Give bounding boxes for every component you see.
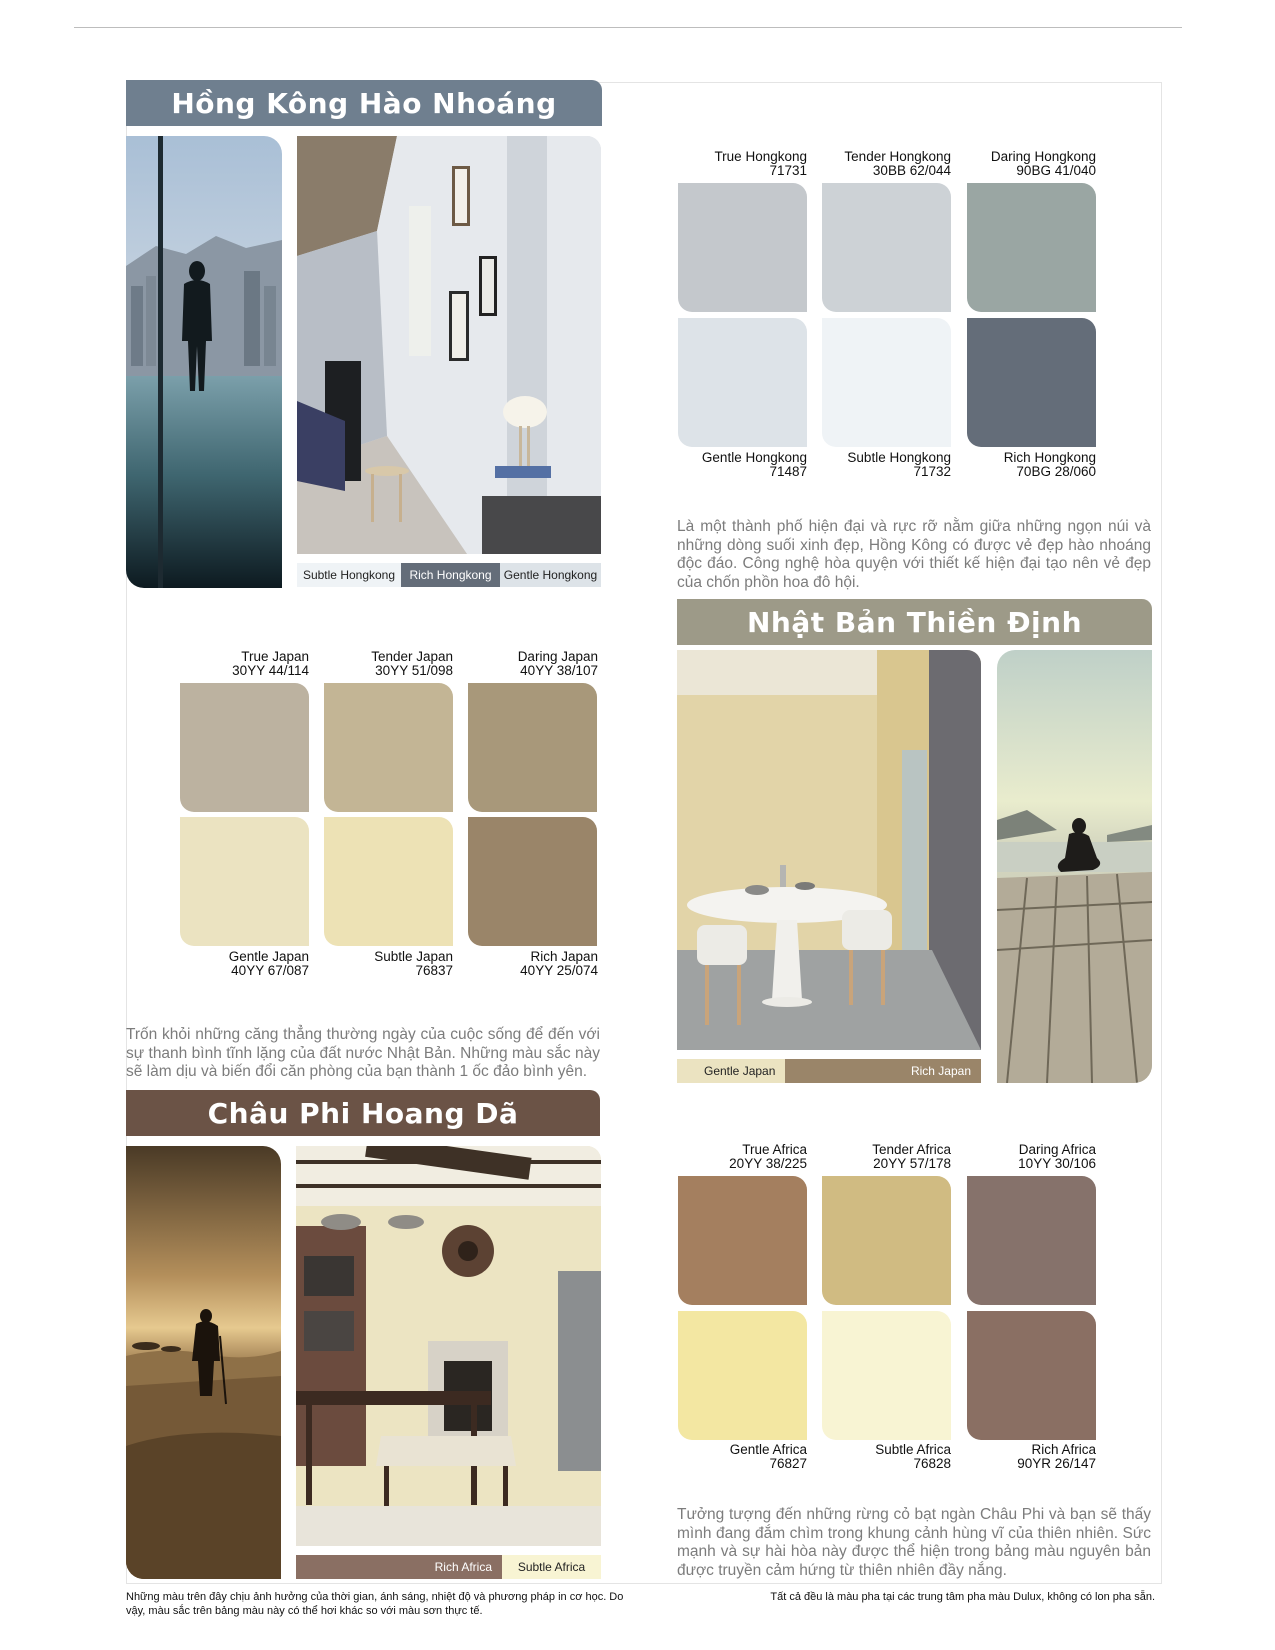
africa-kitchen-photo [296,1146,601,1546]
japan-meditation-photo [997,650,1152,1083]
swatch-gentle-hongkong [678,318,807,447]
swatch-label: Subtle Japan 76837 [374,949,453,978]
hongkong-description: Là một thành phố hiện đại và rực rỡ nằm giữa những ngọn núi và những dòng suối xinh đẹp, Hồng Kông có được vẻ đẹp hào nhoáng độc đáo. Công nghệ hòa quyện với thiết kế hiện đại tạo nên vẻ đẹp của chốn phồn hoa đô hội. [677,518,1151,591]
swatch-tender-africa [822,1176,951,1305]
top-divider [74,27,1182,28]
swatch-rich-japan [468,817,597,946]
hongkong-caption-bar [297,563,601,587]
swatch-gentle-africa [678,1311,807,1440]
swatch-label: Subtle Africa 76828 [875,1442,951,1471]
africa-savanna-photo [126,1146,281,1579]
swatch-true-africa [678,1176,807,1305]
swatch-subtle-japan [324,817,453,946]
caption-rich-hongkong: Rich Hongkong [401,563,500,587]
swatch-true-japan [180,683,309,812]
swatch-label: True Hongkong 71731 [714,149,807,178]
africa-caption-bar [296,1555,601,1579]
swatch-tender-hongkong [822,183,951,312]
swatch-true-hongkong [678,183,807,312]
caption-gentle-japan: Gentle Japan [677,1059,785,1083]
footer-disclaimer-right: Tất cả đều là màu pha tại các trung tâm pha màu Dulux, không có lon pha sẵn. [770,1591,1155,1603]
japan-description: Trốn khỏi những căng thẳng thường ngày của cuộc sống để đến với sự thanh bình tĩnh lặng của đất nước Nhật Bản. Những màu sắc này sẽ làm dịu và biến đổi căn phòng của bạn thành 1 ốc đảo bình yên. [126,1026,600,1081]
swatch-label: Gentle Hongkong 71487 [701,450,807,479]
footer-disclaimer-left: Những màu trên đây chịu ảnh hưởng của thời gian, ánh sáng, nhiệt độ và phương pháp in cơ học. Do vậy, màu sắc trên bảng màu này có thể hơi khác so với màu sơn thực tế. [126,1591,624,1617]
hongkong-city-photo [126,136,282,588]
caption-subtle-africa: Subtle Africa [502,1555,601,1579]
swatch-label: Rich Africa 90YR 26/147 [1017,1442,1096,1471]
japan-title-banner: Nhật Bản Thiền Định [677,599,1152,645]
africa-title-banner: Châu Phi Hoang Dã [126,1090,600,1136]
swatch-label: Tender Japan 30YY 51/098 [371,649,453,678]
swatch-label: Daring Hongkong 90BG 41/040 [990,149,1096,178]
swatch-label: Rich Hongkong 70BG 28/060 [1003,450,1096,479]
swatch-label: Tender Africa 20YY 57/178 [872,1142,951,1171]
caption-rich-africa: Rich Africa [296,1555,502,1579]
swatch-label: True Japan 30YY 44/114 [232,649,309,678]
swatch-label: Subtle Hongkong 71732 [847,450,951,479]
swatch-tender-japan [324,683,453,812]
japan-interior-photo [677,650,981,1050]
africa-description: Tưởng tượng đến những rừng cỏ bạt ngàn Châu Phi và bạn sẽ thấy mình đang đắm chìm trong khung cảnh hùng vĩ của thiên nhiên. Sức mạnh và sự hài hòa này được thể hiện trong bảng màu nguyên bản được truyền cảm hứng từ thiên nhiên đầy nắng. [677,1506,1151,1579]
swatch-subtle-africa [822,1311,951,1440]
swatch-rich-hongkong [967,318,1096,447]
swatch-daring-japan [468,683,597,812]
swatch-label: Gentle Africa 76827 [729,1442,807,1471]
swatch-label: Daring Japan 40YY 38/107 [517,649,598,678]
swatch-daring-africa [967,1176,1096,1305]
swatch-label: Rich Japan 40YY 25/074 [520,949,598,978]
caption-gentle-hongkong: Gentle Hongkong [500,563,601,587]
swatch-daring-hongkong [967,183,1096,312]
hongkong-title-banner: Hồng Kông Hào Nhoáng [126,80,602,126]
swatch-label: Gentle Japan 40YY 67/087 [228,949,309,978]
swatch-label: True Africa 20YY 38/225 [729,1142,807,1171]
swatch-subtle-hongkong [822,318,951,447]
swatch-gentle-japan [180,817,309,946]
caption-subtle-hongkong: Subtle Hongkong [297,563,401,587]
caption-rich-japan: Rich Japan [785,1059,981,1083]
swatch-rich-africa [967,1311,1096,1440]
swatch-label: Tender Hongkong 30BB 62/044 [844,149,951,178]
hongkong-interior-photo [297,136,601,554]
japan-caption-bar [677,1059,981,1083]
swatch-label: Daring Africa 10YY 30/106 [1018,1142,1096,1171]
